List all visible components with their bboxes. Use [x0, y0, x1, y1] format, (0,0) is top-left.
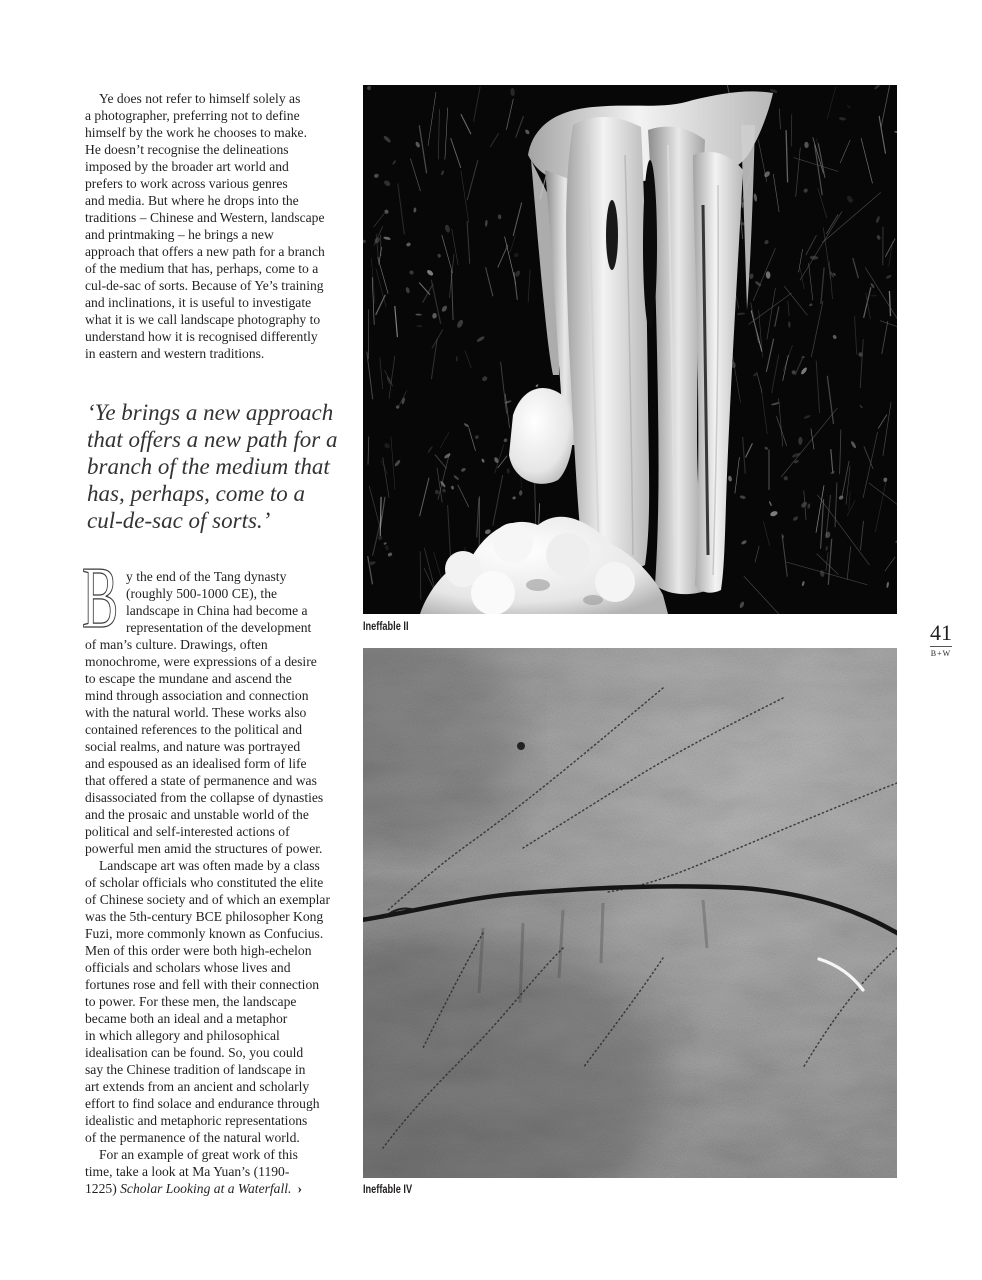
text-line: social realms, and nature was portrayed [85, 739, 301, 754]
text-line: of Chinese society and of which an exemplar [85, 892, 330, 907]
photo-ineffable-ii [363, 85, 897, 614]
text-line: For an example of great work of this [99, 1147, 298, 1162]
text-line: a photographer, preferring not to define [85, 108, 300, 123]
snow-clump [595, 562, 635, 602]
text-line: in eastern and western traditions. [85, 346, 265, 361]
text-fragment: 1225) [85, 1181, 117, 1196]
text-line: was the 5th-century BCE philosopher Kong [85, 909, 324, 924]
text-line: political and self-interested actions of [85, 824, 290, 839]
text-line: say the Chinese tradition of landscape in [85, 1062, 306, 1077]
text-line: idealisation can be found. So, you could [85, 1045, 304, 1060]
text-line: understand how it is recognised differently [85, 329, 318, 344]
text-line: himself by the work he chooses to make. [85, 125, 307, 140]
foliage-mark [420, 551, 421, 599]
text-line: mind through association and connection [85, 688, 309, 703]
text-line: and espoused as an idealised form of life [85, 756, 307, 771]
artwork-title: Scholar Looking at a Waterfall. [120, 1181, 292, 1196]
text-line: became both an ideal and a metaphor [85, 1011, 288, 1026]
text-line: imposed by the broader art world and [85, 159, 289, 174]
folio-divider [930, 646, 952, 647]
text-line: Fuzi, more commonly known as Confucius. [85, 926, 324, 941]
text-line: what it is we call landscape photography to [85, 312, 321, 327]
text-line: landscape in China had become a [126, 603, 308, 618]
text-line: powerful men amid the structures of power. [85, 841, 323, 856]
photo-ineffable-iv [363, 648, 897, 1178]
text-line: disassociated from the collapse of dynasties [85, 790, 324, 805]
text-line: (roughly 500-1000 CE), the [126, 586, 278, 601]
page-number: 41 [930, 620, 952, 645]
text-line: in which allegory and philosophical [85, 1028, 280, 1043]
text-line: contained references to the political and [85, 722, 303, 737]
text-line: idealistic and metaphoric representations [85, 1113, 308, 1128]
ice-column-main [566, 117, 649, 571]
continue-arrow-icon: › [297, 1181, 302, 1196]
rock-streak [601, 903, 603, 963]
figure-caption: Ineffable IV [363, 1184, 413, 1196]
text-line: fortunes rose and fell with their connection [85, 977, 320, 992]
text-line: Landscape art was often made by a class [99, 858, 320, 873]
snow-clump [493, 523, 533, 563]
snow-clump [546, 533, 590, 577]
rock-pit [517, 742, 525, 750]
text-line: and inclinations, it is useful to investigate [85, 295, 312, 310]
pull-quote-line: that offers a new path for a [87, 427, 338, 452]
intro-paragraph [85, 90, 347, 362]
text-line: traditions – Chinese and Western, landscape [85, 210, 325, 225]
magazine-mark: B+W [930, 649, 952, 658]
text-line: approach that offers a new path for a branch [85, 244, 325, 259]
text-line: monochrome, were expressions of a desire [85, 654, 317, 669]
pull-quote-line: branch of the medium that [87, 454, 330, 479]
text-line: of scholar officials who constituted the elite [85, 875, 324, 890]
ice-gap [643, 160, 657, 330]
text-line: cul-de-sac of sorts. Because of Ye’s training [85, 278, 324, 293]
text-line: time, take a look at Ma Yuan’s (1190- [85, 1164, 290, 1179]
snow-shadow [583, 595, 603, 605]
text-line: with the natural world. These works also [85, 705, 307, 720]
text-line: y the end of the Tang dynasty [126, 569, 287, 584]
text-line: that offered a state of permanence and was [85, 773, 317, 788]
text-line: to escape the mundane and ascend the [85, 671, 292, 686]
text-line-last [85, 1180, 347, 1197]
text-line: to power. For these men, the landscape [85, 994, 297, 1009]
pull-quote-line: has, perhaps, come to a [87, 481, 306, 506]
text-line: and printmaking – he brings a new [85, 227, 274, 242]
text-line: of the permanence of the natural world. [85, 1130, 300, 1145]
pull-quote [87, 399, 352, 534]
text-line: prefers to work across various genres [85, 176, 288, 191]
text-line: He doesn’t recognise the delineations [85, 142, 289, 157]
text-line: art extends from an ancient and scholarly [85, 1079, 310, 1094]
text-line: effort to find solace and endurance through [85, 1096, 320, 1111]
ice-gap [606, 200, 618, 270]
pull-quote-line: ‘Ye brings a new approach [87, 400, 334, 425]
text-line: representation of the development [126, 620, 312, 635]
text-line: Ye does not refer to himself solely as [99, 91, 301, 106]
figure-caption: Ineffable II [363, 621, 409, 633]
snow-shadow [526, 579, 550, 591]
pull-quote-line: cul-de-sac of sorts.’ [87, 508, 271, 533]
body-text [85, 568, 347, 1197]
text-line: and media. But where he drops into the [85, 193, 299, 208]
snow-clump [471, 571, 515, 614]
text-line: of the medium that has, perhaps, come to a [85, 261, 319, 276]
text-line: of man’s culture. Drawings, often [85, 637, 268, 652]
text-line: and the prosaic and unstable world of the [85, 807, 309, 822]
text-line: officials and scholars whose lives and [85, 960, 291, 975]
drop-cap: B [82, 550, 119, 647]
text-line: Men of this order were both high-echelon [85, 943, 312, 958]
